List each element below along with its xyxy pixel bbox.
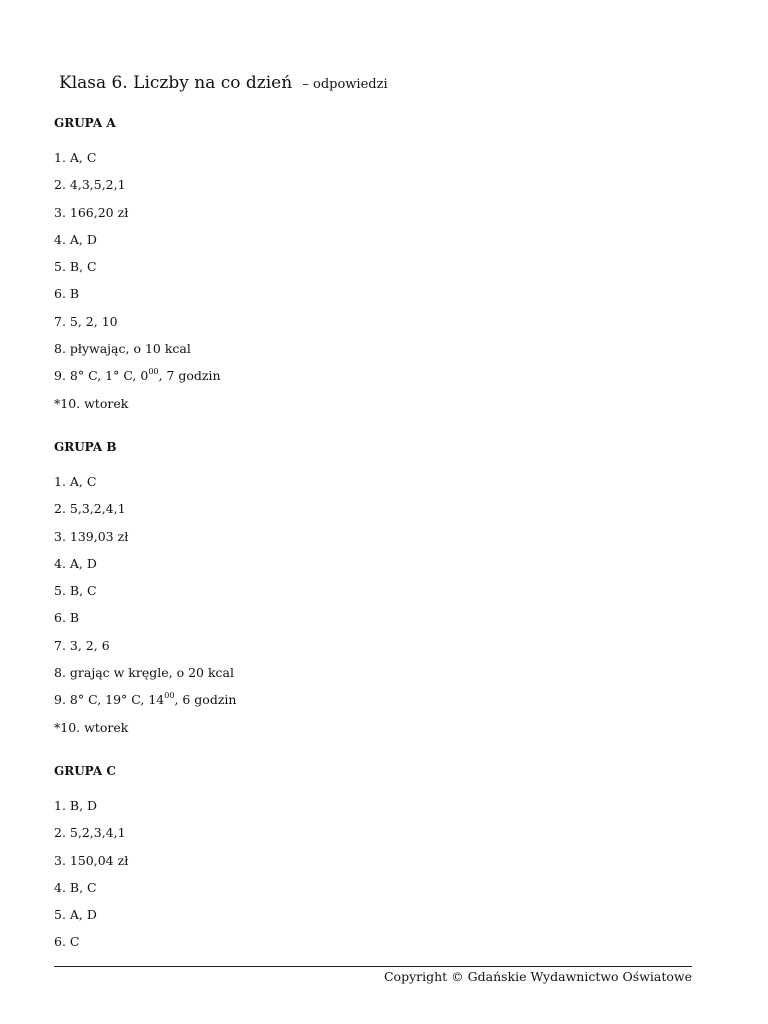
group-b-answer-list — [54, 474, 236, 747]
title-subtitle: – odpowiedzi — [302, 77, 388, 92]
group-a-section — [54, 116, 221, 411]
answer-item: 7. 3, 2, 6 — [54, 637, 110, 653]
answer-item: 4. A, D — [54, 231, 97, 247]
group-a-heading: GRUPA A — [54, 116, 116, 130]
answer-item: 1. B, D — [54, 798, 98, 813]
answer-item: 3. 166,20 zł — [54, 204, 129, 220]
answer-item: 2. 5,2,3,4,1 — [54, 825, 126, 841]
footer-divider — [54, 966, 692, 967]
answer-item: 4. B, C — [54, 879, 97, 895]
answer-item: 1. A, C — [54, 474, 97, 489]
group-a-answer-list — [54, 150, 221, 423]
answer-item: 9. 8° C, 1° C, $0^{00}$, 7 godzin — [54, 367, 221, 384]
answer-item: 5. A, D — [54, 907, 97, 923]
answer-item: 2. 4,3,5,2,1 — [54, 177, 126, 193]
answer-item: 3. 139,03 zł — [54, 528, 129, 544]
page-title — [59, 58, 388, 96]
answer-item: 5. B, C — [54, 583, 97, 599]
answer-item: 4. A, D — [54, 555, 97, 571]
answer-item: 5. B, C — [54, 259, 97, 275]
answer-item: 6. B — [54, 610, 80, 626]
answer-item: 9. 8° C, 19° C, $14^{00}$, 6 godzin — [54, 691, 237, 708]
answer-item: 8. pływając, o 10 kcal — [54, 341, 191, 357]
answer-item: 2. 5,3,2,4,1 — [54, 501, 126, 517]
footer-copyright: Copyright © Gdańskie Wydawnictwo Oświatowe — [383, 969, 692, 984]
answer-item: 6. C — [54, 934, 80, 950]
answer-item: 3. 150,04 zł — [54, 852, 129, 868]
answer-item: *10. wtorek — [54, 395, 129, 411]
group-c-answer-list — [54, 798, 128, 962]
answer-item: 7. 5, 2, 10 — [54, 313, 118, 329]
answer-item: 8. grając w kręgle, o 20 kcal — [54, 665, 234, 681]
group-b-heading: GRUPA B — [54, 440, 117, 454]
group-b-section — [54, 440, 237, 735]
group-c-section — [54, 764, 129, 950]
answer-item: 6. B — [54, 286, 80, 302]
answer-item: 1. A, C — [54, 150, 97, 165]
group-c-heading: GRUPA C — [54, 764, 116, 778]
answer-item: *10. wtorek — [54, 719, 129, 735]
title-main: Klasa 6. Liczby na co dzień — [59, 73, 293, 93]
